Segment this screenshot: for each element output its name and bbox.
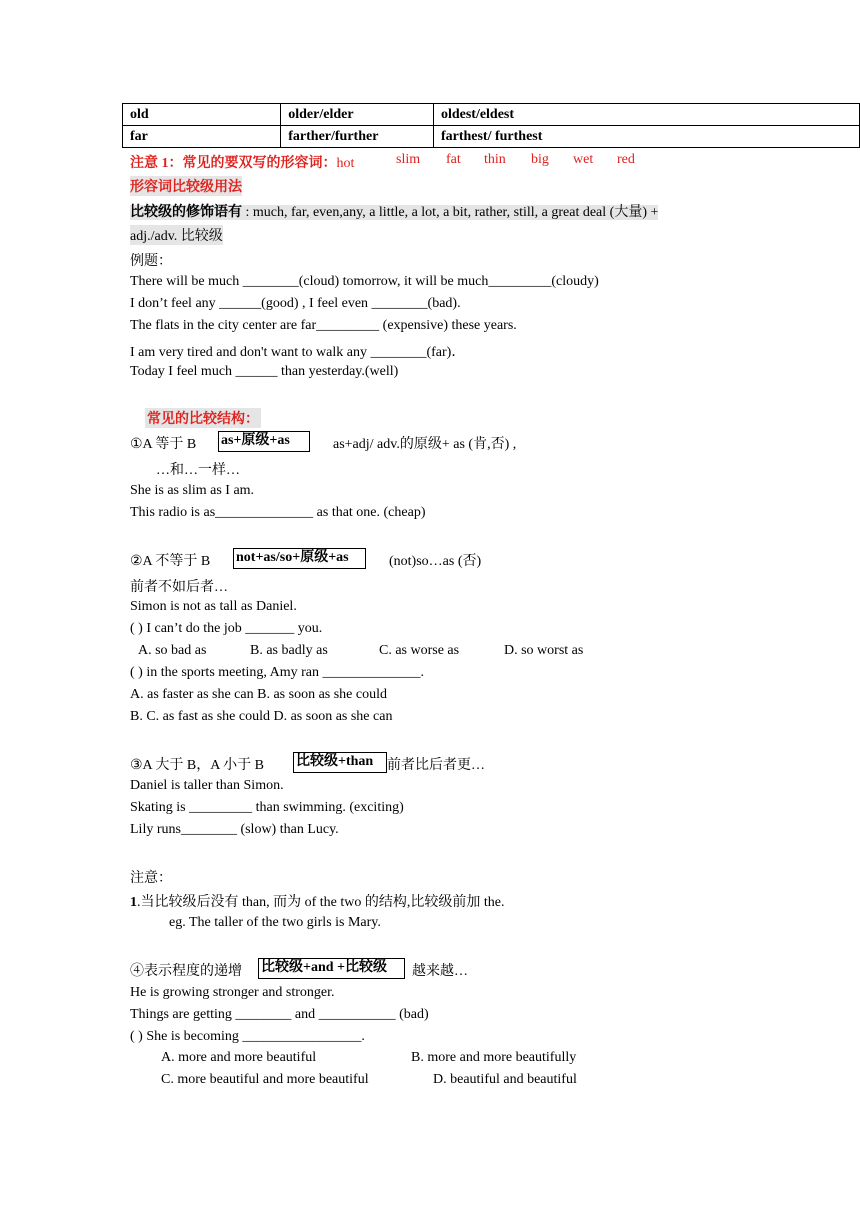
example-sentence: This radio is as______________ as that one. (cheap): [130, 505, 426, 520]
example-sentence: Skating is _________ than swimming. (exciting): [130, 800, 404, 815]
note2-text: .当比较级后没有 than, 而为 of the two 的结构,比较级前加 the.: [137, 895, 505, 910]
example-sentence: Today I feel much ______ than yesterday.(well): [130, 364, 399, 379]
option: C. as worse as: [379, 643, 460, 658]
note1-word: big: [531, 152, 549, 167]
note1-line: [130, 152, 354, 172]
example-sentence: She is as slim as I am.: [130, 483, 255, 498]
option-line: B. C. as fast as she could D. as soon as she can: [130, 709, 393, 724]
example-sentence: Lily runs________ (slow) than Lucy.: [130, 822, 339, 837]
option: B. more and more beautifully: [411, 1050, 577, 1065]
table-row: [123, 126, 860, 148]
usage-title: 形容词比较级用法: [130, 176, 242, 196]
example-sentence: The flats in the city center are far_________ (expensive) these years.: [130, 318, 517, 333]
note1-word: thin: [484, 152, 506, 167]
note1-word: red: [617, 152, 635, 167]
option: A. so bad as: [138, 643, 207, 658]
structure2-desc: (not)so…as (否): [389, 554, 482, 569]
note2-label: 注意：: [130, 871, 172, 886]
table-cell: farther/further: [281, 126, 434, 148]
example-sentence: There will be much ________(cloud) tomorrow, it will be much_________(cloudy): [130, 274, 599, 289]
note2-example: eg. The taller of the two girls is Mary.: [169, 915, 381, 930]
note1-word: fat: [446, 152, 461, 167]
modifiers-label: 比较级的修饰语有: [130, 205, 242, 220]
option: A. more and more beautiful: [161, 1050, 317, 1065]
example-sentence: Daniel is taller than Simon.: [130, 778, 284, 793]
example-sentence: I am very tired and don't want to walk any ________(far)．: [130, 345, 466, 360]
table-cell: old: [123, 104, 281, 126]
note1-label: 注意 1：常见的要双写的形容词：: [130, 156, 337, 171]
structure4-formula-box: 比较级+and +比较级: [258, 958, 405, 979]
option: D. beautiful and beautiful: [433, 1072, 577, 1087]
structure3-prefix: ③A 大于 B，A 小于 B: [130, 758, 264, 773]
structure4-prefix: ④表示程度的递增: [130, 964, 242, 979]
question-line: ( ) She is becoming _________________.: [130, 1029, 365, 1044]
table-cell: farthest/ furthest: [433, 126, 859, 148]
note1-word: slim: [396, 152, 421, 167]
table-cell: older/elder: [281, 104, 434, 126]
structure1-meaning: …和…一样…: [156, 463, 240, 478]
question-line: ( ) in the sports meeting, Amy ran ______________.: [130, 665, 424, 680]
structures-title: 常见的比较结构：: [145, 408, 261, 428]
option: B. as badly as: [250, 643, 328, 658]
structure1-desc: as+adj/ adv.的原级+ as (肯,否) ,: [333, 437, 517, 452]
example-sentence: He is growing stronger and stronger.: [130, 985, 335, 1000]
structure2-prefix: ②A 不等于 B: [130, 554, 211, 569]
structure2-meaning: 前者不如后者…: [130, 580, 228, 595]
structure1-prefix: ①A 等于 B: [130, 437, 197, 452]
structure3-formula-box: 比较级+than: [293, 752, 387, 773]
structure4-desc: 越来越…: [412, 964, 468, 979]
modifiers-continuation: adj./adv. 比较级: [130, 225, 223, 245]
example-sentence: Things are getting ________ and ___________ (bad): [130, 1007, 429, 1022]
note1-word: wet: [573, 152, 594, 167]
modifiers-text: : much, far, even,any, a little, a lot, a bit, rather, still, a great deal (大量) +: [242, 205, 659, 220]
table-cell: oldest/eldest: [433, 104, 859, 126]
comparative-forms-table: [122, 103, 860, 148]
note2-line: [130, 891, 504, 911]
note1-word: hot: [336, 156, 355, 171]
table-row: [123, 104, 860, 126]
example-label: 例题：: [130, 254, 172, 269]
option: C. more beautiful and more beautiful: [161, 1072, 369, 1087]
note2-number: 1: [130, 895, 137, 910]
question-line: ( ) I can’t do the job _______ you.: [130, 621, 323, 636]
structure2-formula-box: not+as/so+原级+as: [233, 548, 366, 569]
option-line: A. as faster as she can B. as soon as she could: [130, 687, 387, 702]
option: D. so worst as: [504, 643, 584, 658]
structure1-formula-box: as+原级+as: [218, 431, 310, 452]
table-cell: far: [123, 126, 281, 148]
example-sentence: I don’t feel any ______(good) , I feel even ________(bad).: [130, 296, 461, 311]
structure3-desc: 前者比后者更…: [387, 758, 485, 773]
modifiers-line: [130, 201, 658, 221]
example-sentence: Simon is not as tall as Daniel.: [130, 599, 297, 614]
